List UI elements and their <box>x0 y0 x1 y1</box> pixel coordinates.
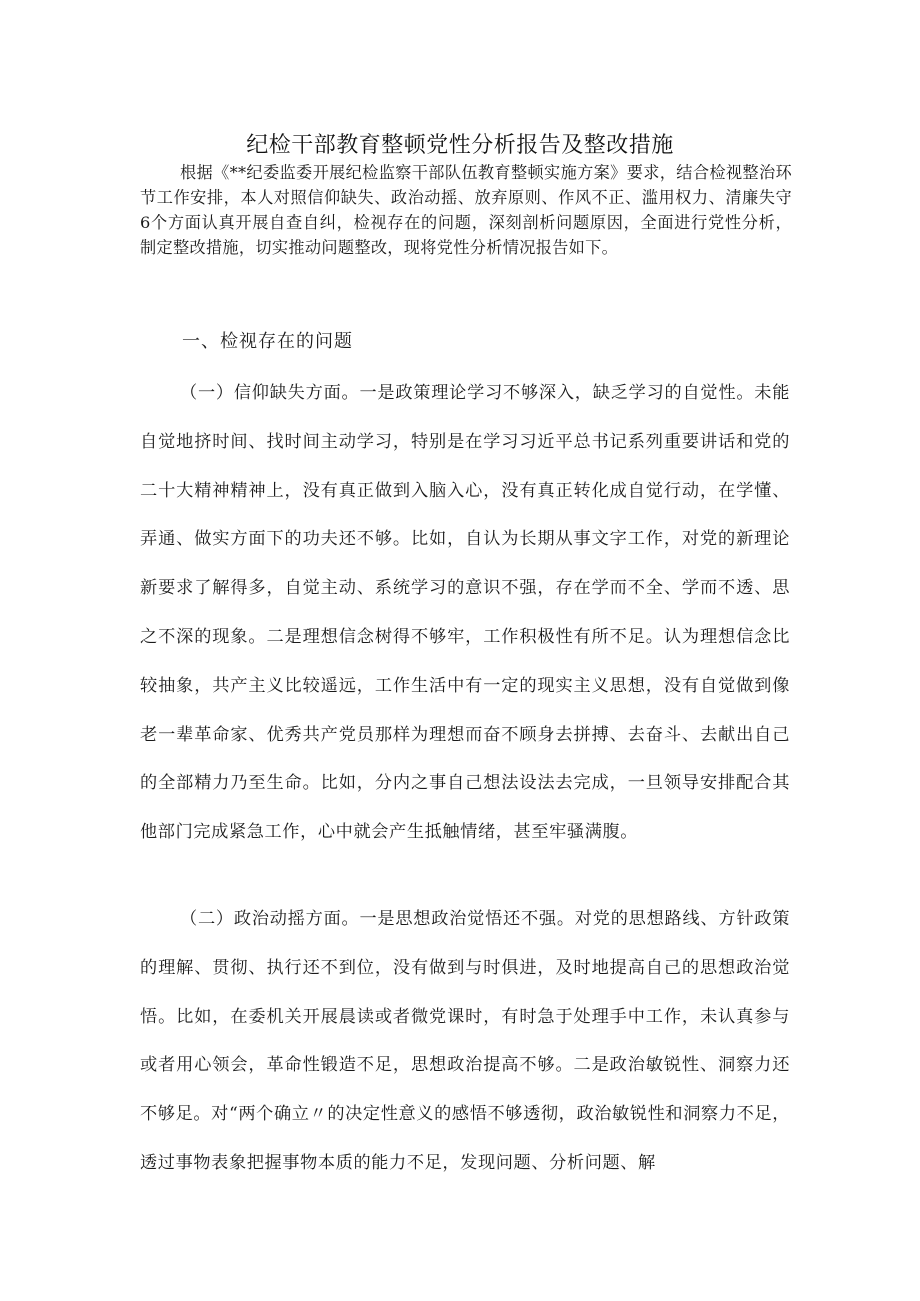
paragraph-faith: （一）信仰缺失方面。一是政策理论学习不够深入，缺乏学习的自觉性。未能自觉地挤时间、找时间主动学习，特别是在学习习近平总书记系列重要讲话和党的二十大精神精神上，没有真正做到入脑入心，没有真正转化成自觉行动，在学懂、弄通、做实方面下的功夫还不够。比如，自认为长期从事文字工作，对党的新理论新要求了解得多，自觉主动、系统学习的意识不强，存在学而不全、学而不透、思之不深的现象。二是理想信念树得不够牢，工作积极性有所不足。认为理想信念比较抽象，共产主义比较遥远，工作生活中有一定的现实主义思想，没有自觉做到像老一辈革命家、优秀共产党员那样为理想而奋不顾身去拼搏、去奋斗、去献出自己的全部精力乃至生命。比如，分内之事自己想法设法去完成，一旦领导安排配合其他部门完成紧急工作，心中就会产生抵触情绪，甚至牢骚满腹。 <box>140 383 790 843</box>
document-title: 纪检干部教育整顿党性分析报告及整改措施 <box>246 133 674 158</box>
intro-paragraph: 根据《**纪委监委开展纪检监察干部队伍教育整顿实施方案》要求，结合检视整治环节工作安排，本人对照信仰缺失、政治动摇、放弃原则、作风不正、滥用权力、清廉失守6个方面认真开展自查自纠，检视存在的问题，深刻剖析问题原因，全面进行党性分析，制定整改措施，切实推动问题整改，现将党性分析情况报告如下。 <box>140 163 792 257</box>
section-heading-problems: 一、检视存在的问题 <box>182 331 353 352</box>
paragraph-politics: （二）政治动摇方面。一是思想政治觉悟还不强。对党的思想路线、方针政策的理解、贯彻、执行还不到位，没有做到与时俱进，及时地提高自己的思想政治觉悟。比如，在委机关开展晨读或者微党课时，有时急于处理手中工作，未认真参与或者用心领会，革命性锻造不足，思想政治提高不够。二是政治敏锐性、洞察力还不够足。对“两个确立〃的决定性意义的感悟不够透彻，政治敏锐性和洞察力不足，透过事物表象把握事物本质的能力不足，发现问题、分析问题、解 <box>140 909 790 1173</box>
